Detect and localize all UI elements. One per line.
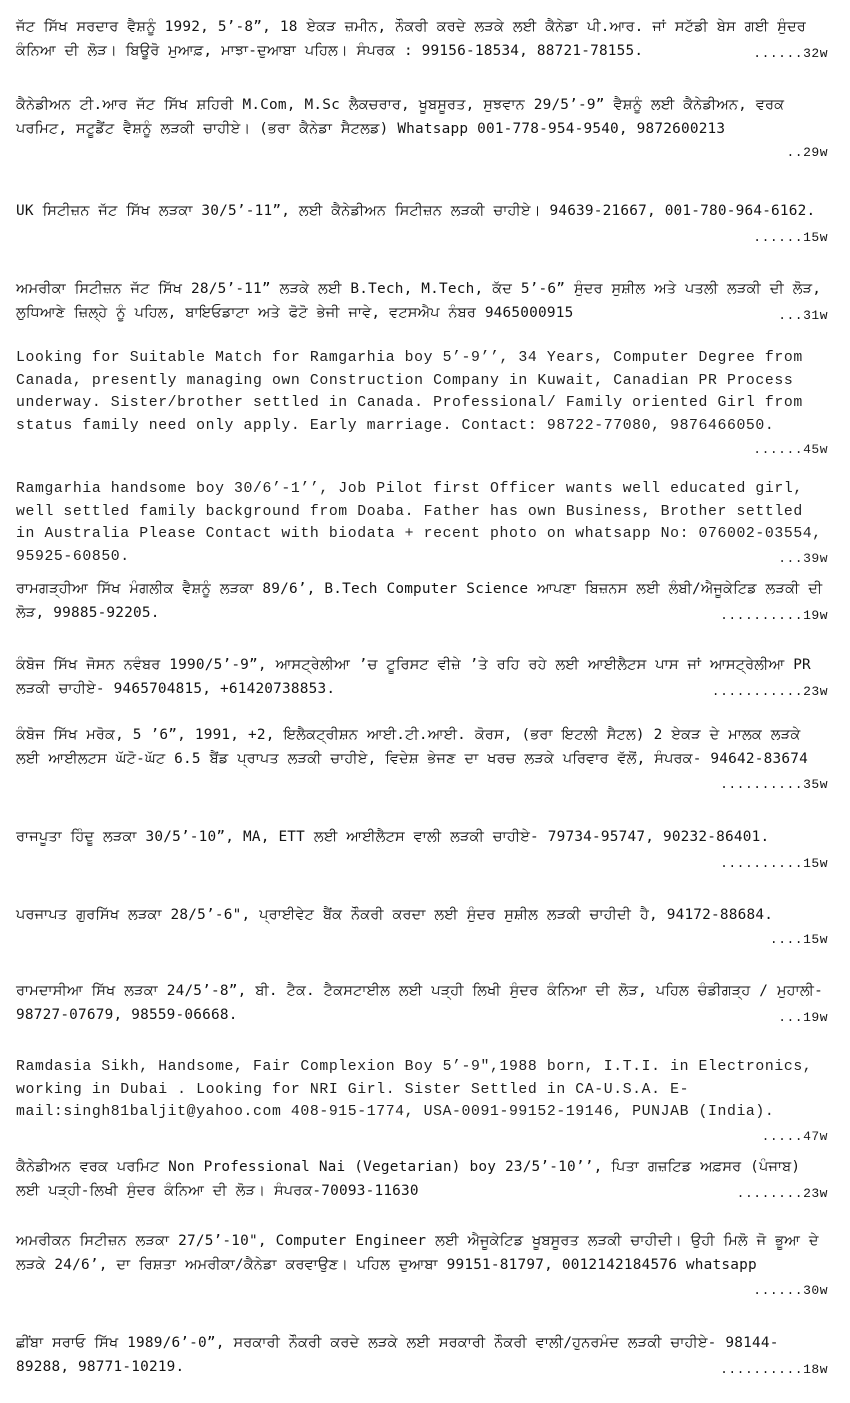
ad-listing [16, 16, 828, 65]
ad-listing [16, 904, 828, 951]
ad-code: ..........35w [720, 777, 828, 792]
ad-code: .....47w [761, 1128, 828, 1144]
ad-code: ..........18w [720, 1361, 828, 1377]
ad-listing [16, 94, 828, 165]
ad-text: ਅਮਰੀਕਾ ਸਿਟੀਜ਼ਨ ਜੱਟ ਸਿੱਖ 28/5’-11” ਲੜਕੇ ਲਈ B.Tech, M.Tech, ਕੱਦ 5’-6” ਸੁੰਦਰ ਸੁਸ਼ੀਲ ਅਤੇ ਪਤਲੀ ਲੜਕੀ ਦੀ ਲੋੜ, ਲੁਧਿਆਣੇ ਜ਼ਿਲ੍ਹੇ ਨੂੰ ਪਹਿਲ, ਬਾਇਓਡਾਟਾ ਅਤੇ ਫੋਟੋ ਭੇਜੀ ਜਾਵੇ, ਵਟਸਐਪ ਨੰਬਰ 9465000915 [16, 281, 822, 321]
ad-listing [16, 278, 828, 327]
ad-text: ਜੱਟ ਸਿੱਖ ਸਰਦਾਰ ਵੈਸ਼ਨੂੰ 1992, 5’-8”, 18 ਏਕੜ ਜ਼ਮੀਨ, ਨੌਕਰੀ ਕਰਦੇ ਲੜਕੇ ਲਈ ਕੈਨੇਡਾ ਪੀ.ਆਰ. ਜਾਂ ਸਟੱਡੀ ਬੇਸ ਗਈ ਸੁੰਦਰ ਕੰਨਿਆ ਦੀ ਲੋੜ। ਬਿਊਰੋ ਮੁਆਫ਼, ਮਾਝਾ-ਦੁਆਬਾ ਪਹਿਲ। ਸੰਪਰਕ : 99156-18534, 88721-78155. [16, 19, 806, 59]
ad-text: ਪਰਜਾਪਤ ਗੁਰਸਿੱਖ ਲੜਕਾ 28/5’-6", ਪ੍ਰਾਈਵੇਟ ਬੈਂਕ ਨੌਕਰੀ ਕਰਦਾ ਲਈ ਸੁੰਦਰ ਸੁਸ਼ੀਲ ਲੜਕੀ ਚਾਹੀਦੀ ਹੈ, 94172-88684. [16, 907, 774, 923]
ad-listing [16, 654, 828, 703]
ad-code: ......15w [753, 229, 828, 245]
ad-listing [16, 1056, 828, 1148]
ad-code: ..29w [786, 145, 828, 160]
ad-code: ..........15w [720, 855, 828, 871]
ad-code: ...19w [778, 1009, 828, 1025]
ad-listing [16, 578, 828, 627]
ad-listing [16, 980, 828, 1029]
ad-listing [16, 200, 828, 249]
ad-text: Ramdasia Sikh, Handsome, Fair Complexion Boy 5’-9",1988 born, I.T.I. in Electronics, working in Dubai . Looking for NRI Girl. Sister Settled in CA-U.S.A. E-mail:singh81baljit@yahoo.com 408-915-1774, USA-0091-99152-19146, PUNJAB (India). [16, 1059, 813, 1120]
ad-text: ਰਾਮਦਾਸੀਆ ਸਿੱਖ ਲੜਕਾ 24/5’-8”, ਬੀ. ਟੈਕ. ਟੈਕਸਟਾਈਲ ਲਈ ਪੜ੍ਹੀ ਲਿਖੀ ਸੁੰਦਰ ਕੰਨਿਆ ਦੀ ਲੋੜ, ਪਹਿਲ ਚੰਡੀਗੜ੍ਹ / ਮੁਹਾਲੀ- 98727-07679, 98559-06668. [16, 983, 823, 1023]
ad-listing [16, 478, 828, 570]
ad-code: ..........19w [720, 607, 828, 623]
ad-code: ....15w [769, 931, 828, 947]
ad-text: ਕੰਬੋਜ ਸਿੱਖ ਮਰੋਕ, 5 ’6”, 1991, +2, ਇਲੈਕਟ੍ਰੀਸ਼ਨ ਆਈ.ਟੀ.ਆਈ. ਕੋਰਸ, (ਭਰਾ ਇਟਲੀ ਸੈਟਲ) 2 ਏਕੜ ਦੇ ਮਾਲਕ ਲੜਕੇ ਲਈ ਆਈਲਟਸ ਘੱਟੋ-ਘੱਟ 6.5 ਬੈਂਡ ਪ੍ਰਾਪਤ ਲੜਕੀ ਚਾਹੀਏ, ਵਿਦੇਸ਼ ਭੇਜਣ ਦਾ ਖਰਚ ਲੜਕੇ ਪਰਿਵਾਰ ਵੱਲੋਂ, ਸੰਪਰਕ- 94642-83674 [16, 727, 808, 767]
ad-code: ........23w [736, 1185, 828, 1201]
ad-text: Ramgarhia handsome boy 30/6’-1’’, Job Pilot first Officer wants well educated girl, well settled family background from Doaba. Father has own Business, Brother settled in Australia Please Contact with biodata + recent photo on whatsapp No: 076002-03554, 95925-60850. [16, 481, 822, 565]
ad-text: Looking for Suitable Match for Ramgarhia boy 5’-9’’, 34 Years, Computer Degree from Canada, presently managing own Construction Company in Kuwait, Canadian PR Process underway. Sister/brother settled in Canada. Professional/ Family oriented Girl from status family need only apply. Early marriage. Contact: 98722-77080, 9876466050. [16, 350, 803, 434]
ad-listing [16, 1156, 828, 1205]
ad-text: ਕੈਨੇਡੀਅਨ ਟੀ.ਆਰ ਜੱਟ ਸਿੱਖ ਸ਼ਹਿਰੀ M.Com, M.Sc ਲੈਕਚਰਾਰ, ਖੂਬਸੂਰਤ, ਸੁਝਵਾਨ 29/5’-9” ਵੈਸ਼ਨੂੰ ਲਈ ਕੈਨੇਡੀਅਨ, ਵਰਕ ਪਰਮਿਟ, ਸਟੂਡੈਂਟ ਵੈਸ਼ਨੂੰ ਲੜਕੀ ਚਾਹੀਏ। (ਭਰਾ ਕੈਨੇਡਾ ਸੈਟਲਡ) Whatsapp 001-778-954-9540, 9872600213 [16, 97, 785, 137]
ad-listing [16, 1332, 828, 1381]
ad-code: ......45w [753, 442, 828, 457]
ad-listing [16, 724, 828, 797]
ad-listing [16, 1230, 828, 1303]
ad-text: ਅਮਰੀਕਨ ਸਿਟੀਜ਼ਨ ਲੜਕਾ 27/5’-10", Computer Engineer ਲਈ ਐਜੂਕੇਟਿਡ ਖੂਬਸੂਰਤ ਲੜਕੀ ਚਾਹੀਦੀ। ਉਹੀ ਮਿਲੋ ਜੋ ਭੂਆ ਦੇ ਲੜਕੇ 24/6’, ਦਾ ਰਿਸ਼ਤਾ ਅਮਰੀਕਾ/ਕੈਨੇਡਾ ਕਰਵਾਉਣ। ਪਹਿਲ ਦੁਆਬਾ 99151-81797, 0012142184576 whatsapp [16, 1233, 819, 1273]
ad-text: ਕੰਬੋਜ ਸਿੱਖ ਜੋਸਨ ਨਵੰਬਰ 1990/5’-9”, ਆਸਟ੍ਰੇਲੀਆ ’ਚ ਟੂਰਿਸਟ ਵੀਜ਼ੇ ’ਤੇ ਰਹਿ ਰਹੇ ਲਈ ਆਈਲੈਟਸ ਪਾਸ ਜਾਂ ਆਸਟ੍ਰੇਲੀਆ PR ਲੜਕੀ ਚਾਹੀਏ- 9465704815, +61420738853. [16, 657, 811, 697]
ad-code: ......32w [753, 45, 828, 61]
ad-text: ਰਾਮਗੜ੍ਹੀਆ ਸਿੱਖ ਮੰਗਲੀਕ ਵੈਸ਼ਨੂੰ ਲੜਕਾ 89/6’, B.Tech Computer Science ਆਪਣਾ ਬਿਜ਼ਨਸ ਲਈ ਲੰਬੀ/ਐਜੂਕੇਟਿਡ ਲੜਕੀ ਦੀ ਲੋੜ, 99885-92205. [16, 581, 823, 621]
ad-text: ਛੀਂਬਾ ਸਰਾਓ ਸਿੱਖ 1989/6’-0”, ਸਰਕਾਰੀ ਨੌਕਰੀ ਕਰਦੇ ਲੜਕੇ ਲਈ ਸਰਕਾਰੀ ਨੌਕਰੀ ਵਾਲੀ/ਹੁਨਰਮੰਦ ਲੜਕੀ ਚਾਹੀਏ- 98144-89288, 98771-10219. [16, 1335, 779, 1375]
ad-listing [16, 826, 828, 875]
ad-listing [16, 347, 828, 462]
ad-code: ...........23w [711, 683, 828, 699]
ad-text: ਰਾਜਪੂਤਾ ਹਿੰਦੂ ਲੜਕਾ 30/5’-10”, MA, ETT ਲਈ ਆਈਲੈਟਸ ਵਾਲੀ ਲੜਕੀ ਚਾਹੀਏ- 79734-95747, 90232-86401. [16, 829, 770, 845]
ad-code: ...31w [778, 307, 828, 323]
ad-text: ਕੈਨੇਡੀਅਨ ਵਰਕ ਪਰਮਿਟ Non Professional Nai (Vegetarian) boy 23/5’-10’’, ਪਿਤਾ ਗਜ਼ਟਿਡ ਅਫ਼ਸਰ (ਪੰਜਾਬ) ਲਈ ਪੜ੍ਹੀ-ਲਿਖੀ ਸੁੰਦਰ ਕੰਨਿਆ ਦੀ ਲੋੜ। ਸੰਪਰਕ-70093-11630 [16, 1159, 801, 1199]
ad-text: UK ਸਿਟੀਜ਼ਨ ਜੱਟ ਸਿੱਖ ਲੜਕਾ 30/5’-11”, ਲਈ ਕੈਨੇਡੀਅਨ ਸਿਟੀਜ਼ਨ ਲੜਕੀ ਚਾਹੀਏ। 94639-21667, 001-780-964-6162. [16, 203, 816, 219]
ad-code: ...39w [778, 550, 828, 566]
ad-code: ......30w [753, 1283, 828, 1298]
